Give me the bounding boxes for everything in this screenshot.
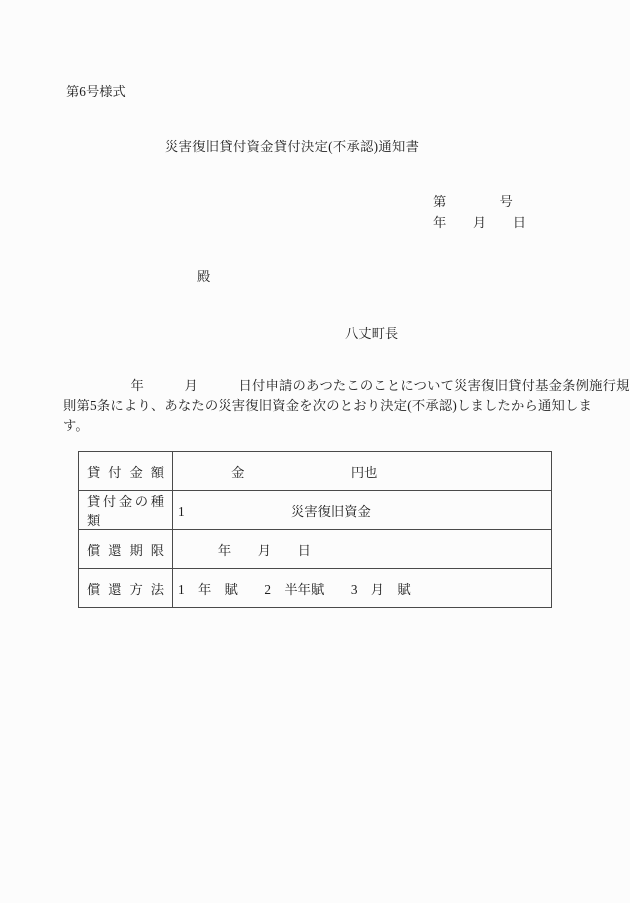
loan-type-value: 1 災害復旧資金 — [173, 491, 552, 530]
reference-number-line: 第 号 — [433, 194, 513, 209]
repayment-deadline-label: 償還期限 — [79, 530, 173, 569]
table-row-repayment-deadline — [79, 530, 552, 569]
body-paragraph — [63, 376, 630, 436]
table-row-repayment-method — [79, 569, 552, 608]
loan-amount-label: 貸付金額 — [79, 452, 173, 491]
sender-title: 八丈町長 — [345, 326, 399, 341]
issue-date-line: 年 月 日 — [433, 215, 527, 230]
addressee-honorific: 殿 — [197, 269, 211, 284]
repayment-deadline-value: 年 月 日 — [173, 530, 552, 569]
repayment-method-label: 償還方法 — [79, 569, 173, 608]
form-number: 第6号様式 — [66, 84, 126, 99]
loan-amount-value: 金 円也 — [173, 452, 552, 491]
document-title: 災害復旧貸付資金貸付決定(不承認)通知書 — [165, 139, 420, 154]
table-row-loan-amount — [79, 452, 552, 491]
repayment-method-value: 1 年 賦 2 半年賦 3 月 賦 — [173, 569, 552, 608]
body-line-3: す。 — [63, 418, 89, 433]
body-line-2: 則第5条により、あなたの災害復旧資金を次のとおり決定(不承認)しましたから通知しま — [63, 398, 592, 413]
body-line-1: 年 月 日付申請のあつたこのことについて災害復旧貸付基金条例施行規 — [63, 378, 630, 393]
table-row-loan-type — [79, 491, 552, 530]
loan-details-table — [78, 451, 552, 608]
reference-block — [433, 191, 526, 233]
loan-type-label: 貸付金の種類 — [79, 491, 173, 530]
